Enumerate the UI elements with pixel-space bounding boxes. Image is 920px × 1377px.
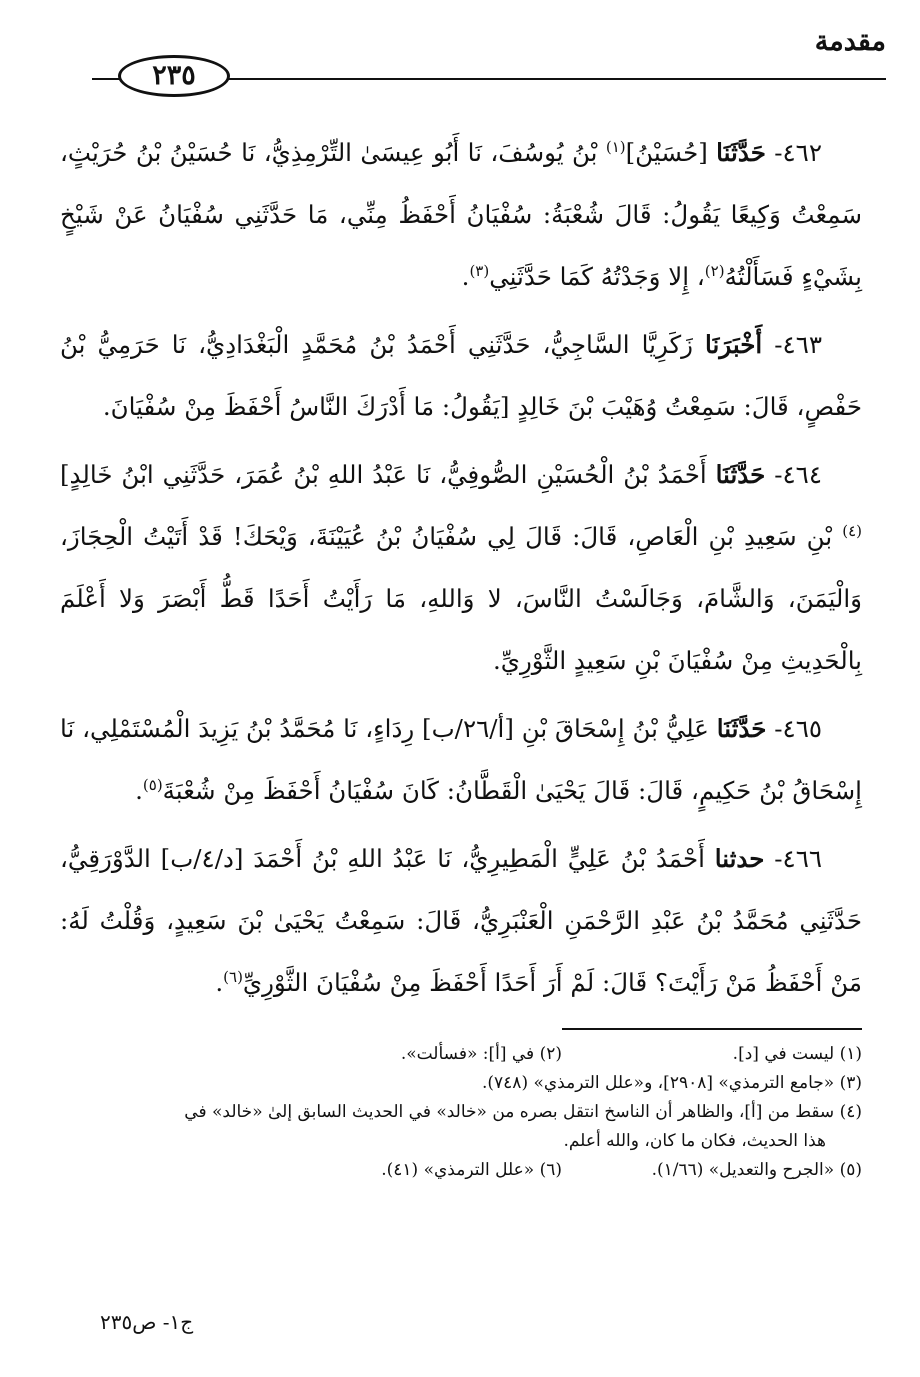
footnote-ref[interactable]: (١) <box>605 137 626 156</box>
footnote-row <box>60 1040 862 1069</box>
hadith-number: ٤٦٣- <box>774 330 823 359</box>
text-segment: زَكَرِيَّا السَّاجِيُّ، حَدَّثَنِي أَحْمَدُ بْنُ مُحَمَّدٍ الْبَغْدَادِيُّ، نَا حَرَمِيُّ بْنُ حَفْصٍ، قَالَ: سَمِعْتُ وُهَيْبَ بْنَ خَالِدٍ [يَقُولُ: مَا أَدْرَكَ النَّاسُ أَحْفَظَ مِنْ سُفْيَانَ. <box>60 330 862 421</box>
hadith-paragraph <box>60 444 862 692</box>
text-segment: أَحْمَدُ بْنُ عَلِيٍّ الْمَطِيرِيُّ، نَا عَبْدُ اللهِ بْنُ أَحْمَدَ [د/٤/ب] الدَّوْرَقِيُّ، حَدَّثَنِي مُحَمَّدُ بْنُ عَبْدِ الرَّحْمَنِ الْعَنْبَرِيُّ، قَالَ: سَمِعْتُ يَحْيَىٰ بْنَ سَعِيدٍ، وَقُلْتُ لَهُ: مَنْ أَحْفَظُ مَنْ رَأَيْتَ؟ قَالَ: لَمْ أَرَ أَحَدًا أَحْفَظَ مِنْ سُفْيَانَ الثَّوْرِيِّ <box>60 844 862 997</box>
hadith-paragraph <box>60 122 862 308</box>
footnote-ref[interactable]: (٦) <box>223 967 243 986</box>
footnotes <box>60 1040 862 1185</box>
footnote-4-continuation: هذا الحديث، فكان ما كان، والله أعلم. <box>563 1131 826 1151</box>
footnote-ref[interactable]: (٢) <box>704 261 725 280</box>
running-header-title: مقدمة <box>814 26 886 57</box>
volume-page-label: ج١- ص٢٣٥ <box>100 1310 194 1334</box>
text-segment: . <box>135 776 143 805</box>
hadith-paragraph <box>60 698 862 822</box>
footnote-ref[interactable]: (٤) <box>842 521 862 540</box>
footnote-ref[interactable]: (٥) <box>142 775 163 794</box>
footnote-4: (٤) سقط من [أ]، والظاهر أن الناسخ انتقل بصره من «خالد» في الحديث السابق إلىٰ «خالد» في <box>184 1102 862 1122</box>
text-segment: بْنِ سَعِيدِ بْنِ الْعَاصِ، قَالَ: قَالَ لِي سُفْيَانُ بْنُ عُيَيْنَةَ، وَيْحَكَ! قَدْ أَتَيْتُ الْحِجَازَ، وَالْيَمَنَ، وَالشَّامَ، وَجَالَسْتُ النَّاسَ، لا وَاللهِ، مَا رَأَيْتُ أَحَدًا قَطُّ أَبْصَرَ وَلا أَعْلَمَ بِالْحَدِيثِ مِنْ سُفْيَانَ بْنِ سَعِيدٍ الثَّوْرِيِّ. <box>60 522 862 675</box>
text-segment: . <box>215 968 224 997</box>
text-segment: ، إِلا وَجَدْتُهُ كَمَا حَدَّثَنِي <box>489 262 705 291</box>
hadith-number: ٤٦٤- <box>774 460 822 489</box>
footnote-1: (١) ليست في [د]. <box>732 1044 862 1064</box>
page-number-badge: ٢٣٥ <box>118 55 230 97</box>
footnote-6: (٦) «علل الترمذي» (٤١). <box>381 1160 562 1180</box>
narration-keyword: أَخْبَرَنَا <box>705 330 763 359</box>
footnote-row <box>60 1156 862 1185</box>
footnote-separator <box>562 1028 862 1030</box>
hadith-paragraph <box>60 828 862 1014</box>
footnote-3: (٣) «جامع الترمذي» [٢٩٠٨]، و«علل الترمذي» (٧٤٨). <box>481 1073 862 1093</box>
hadith-number: ٤٦٥- <box>774 714 823 743</box>
narration-keyword: حَدَّثَنَا <box>716 714 767 743</box>
hadith-number: ٤٦٦- <box>774 844 823 873</box>
narration-keyword: حدثنا <box>714 844 765 873</box>
text-segment: عَلِيُّ بْنُ إِسْحَاقَ بْنِ [أ/٢٦/ب] رِدَاءٍ، نَا مُحَمَّدُ بْنُ يَزِيدَ الْمُسْتَمْلِي، نَا إِسْحَاقُ بْنُ حَكِيمٍ، قَالَ: قَالَ يَحْيَىٰ الْقَطَّانُ: كَانَ سُفْيَانُ أَحْفَظَ مِنْ شُعْبَةَ <box>60 714 862 805</box>
text-segment: بْنُ يُوسُفَ، نَا أَبُو عِيسَىٰ التِّرْمِذِيُّ، نَا حُسَيْنُ بْنُ حُرَيْثٍ، سَمِعْتُ وَكِيعًا يَقُولُ: قَالَ شُعْبَةُ: سُفْيَانُ أَحْفَظُ مِنِّي، مَا حَدَّثَنِي سُفْيَانُ عَنْ شَيْخٍ بِشَيْءٍ فَسَأَلْتُهُ <box>60 138 862 291</box>
footnote-5: (٥) «الجرح والتعديل» (١/٦٦). <box>651 1160 862 1180</box>
footnote-2: (٢) في [أ]: «فسألت». <box>400 1044 562 1064</box>
text-segment: . <box>461 262 470 291</box>
narration-keyword: حَدَّثَنَا <box>715 460 766 489</box>
main-text <box>60 122 862 1020</box>
narration-keyword: حَدَّثَنَا <box>716 138 766 167</box>
text-segment: أَحْمَدُ بْنُ الْحُسَيْنِ الصُّوفِيُّ، نَا عَبْدُ اللهِ بْنُ عُمَرَ، حَدَّثَنِي ابْنُ خَالِدٍ] <box>60 460 707 489</box>
hadith-number: ٤٦٢- <box>774 138 822 167</box>
text-segment: [حُسَيْنُ] <box>625 138 708 167</box>
hadith-paragraph <box>60 314 862 438</box>
footnote-ref[interactable]: (٣) <box>469 261 490 280</box>
